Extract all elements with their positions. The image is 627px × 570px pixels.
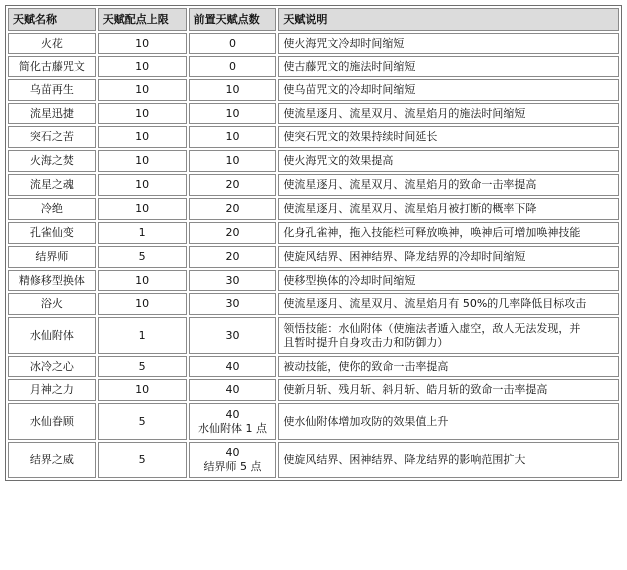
description-line: 领悟技能：水仙附体（使施法者遁入虚空，敌人无法发现，并 [283,321,581,335]
header-required-points: 前置天赋点数 [189,8,277,31]
max-points-cell: 5 [98,442,187,478]
talent-row [8,56,619,77]
talent-name-cell: 月神之力 [8,379,96,401]
max-points-cell: 10 [98,103,187,124]
talent-row [8,293,619,315]
required-points-cell [189,293,277,315]
max-points-cell: 1 [98,317,187,354]
required-points-value: 0 [228,36,236,50]
talent-row [8,222,619,244]
description-line: 使突石咒文的效果持续时间延长 [283,130,438,143]
required-points-value: 10 [225,130,240,143]
description-cell [278,246,619,268]
talent-row [8,246,619,268]
talent-row [8,150,619,172]
talent-name-cell: 乌苗再生 [8,79,96,101]
required-points-value: 30 [225,328,240,342]
description-line: 使古藤咒文的施法时间缩短 [283,59,416,73]
required-points-value: 10 [225,83,240,96]
required-points-cell [189,442,277,478]
max-points-cell: 10 [98,79,187,101]
talent-name-cell: 孔雀仙变 [8,222,96,244]
required-points-value: 40 [225,383,240,396]
talent-row [8,403,619,440]
description-cell [278,293,619,315]
description-cell [278,174,619,196]
description-line: 被动技能，使你的致命一击率提高 [283,359,449,373]
description-cell [278,222,619,244]
description-line: 化身孔雀神，拖入技能栏可释放唤神，唤神后可增加唤神技能 [283,226,581,239]
max-points-cell: 10 [98,198,187,220]
description-cell [278,150,619,172]
required-points-cell [189,150,277,172]
talent-table [5,5,622,481]
max-points-cell: 5 [98,403,187,440]
description-line: 使流星逐月、流星双月、流星焰月的致命一击率提高 [283,178,537,191]
header-max-points: 天赋配点上限 [98,8,187,31]
required-points-value: 40 [225,407,240,421]
talent-name-cell: 浴火 [8,293,96,315]
required-points-cell [189,79,277,101]
talent-row [8,270,619,291]
talent-table-body [8,33,619,478]
talent-name-cell: 突石之苦 [8,126,96,148]
description-line: 使火海咒文冷却时间缩短 [283,36,405,50]
description-line: 使水仙附体增加攻防的效果值上升 [283,414,449,428]
talent-name-cell: 精修移型换体 [8,270,96,291]
talent-row [8,356,619,377]
max-points-cell: 10 [98,379,187,401]
description-cell [278,442,619,478]
max-points-cell: 5 [98,356,187,377]
talent-row [8,174,619,196]
required-points-cell [189,246,277,268]
description-line: 使流星逐月、流星双月、流星焰月有 50%的几率降低目标攻击 [283,297,587,310]
talent-row [8,198,619,220]
required-points-value: 10 [225,154,240,167]
required-points-value: 20 [225,178,240,191]
talent-name-cell: 结界师 [8,246,96,268]
talent-name-cell: 冰冷之心 [8,356,96,377]
required-points-cell [189,317,277,354]
required-points-cell [189,56,277,77]
talent-row [8,126,619,148]
required-points-cell [189,222,277,244]
talent-name-cell: 冷绝 [8,198,96,220]
max-points-cell: 10 [98,293,187,315]
max-points-cell: 10 [98,33,187,54]
talent-name-cell: 水仙眷顾 [8,403,96,440]
description-cell [278,379,619,401]
description-line: 使流星逐月、流星双月、流星焰月被打断的概率下降 [283,202,537,215]
required-points-value: 20 [225,226,240,239]
required-points-cell [189,379,277,401]
max-points-cell: 10 [98,150,187,172]
description-line: 使火海咒文的效果提高 [283,154,394,167]
description-cell [278,126,619,148]
header-description: 天赋说明 [278,8,619,31]
talent-name-cell: 流星迅捷 [8,103,96,124]
description-cell [278,56,619,77]
required-points-value: 40 [225,446,240,459]
description-cell [278,33,619,54]
required-points-cell [189,270,277,291]
description-cell [278,198,619,220]
talent-table-container [5,5,622,481]
description-line: 使旋风结界、困神结界、降龙结界的影响范围扩大 [283,453,526,466]
required-points-value: 40 [225,359,240,373]
talent-name-cell: 结界之威 [8,442,96,478]
description-cell [278,356,619,377]
talent-name-cell: 火海之焚 [8,150,96,172]
required-points-cell [189,403,277,440]
max-points-cell: 10 [98,126,187,148]
required-points-cell [189,174,277,196]
required-points-cell [189,198,277,220]
description-line: 使移型换体的冷却时间缩短 [283,273,416,287]
required-points-cell [189,126,277,148]
max-points-cell: 5 [98,246,187,268]
talent-row [8,79,619,101]
talent-name-cell: 流星之魂 [8,174,96,196]
required-prerequisite: 结界师 5 点 [203,460,262,473]
talent-name-cell: 火花 [8,33,96,54]
talent-name-cell: 水仙附体 [8,317,96,354]
header-row [8,8,619,31]
description-line: 使乌苗咒文的冷却时间缩短 [283,83,416,96]
required-points-value: 30 [225,297,240,310]
required-points-value: 0 [228,59,236,73]
required-points-value: 10 [225,106,240,120]
required-points-cell [189,33,277,54]
required-points-value: 20 [225,250,240,263]
talent-row [8,33,619,54]
description-line: 使新月斩、残月斩、斜月斩、皓月斩的致命一击率提高 [283,383,548,396]
talent-row [8,317,619,354]
description-cell [278,103,619,124]
talent-row [8,379,619,401]
required-points-value: 30 [225,273,240,287]
description-cell [278,79,619,101]
description-cell [278,270,619,291]
max-points-cell: 10 [98,174,187,196]
required-prerequisite: 水仙附体 1 点 [197,421,267,435]
required-points-cell [189,356,277,377]
required-points-cell [189,103,277,124]
description-cell [278,317,619,354]
talent-row [8,442,619,478]
max-points-cell: 10 [98,270,187,291]
header-talent-name: 天赋名称 [8,8,96,31]
description-line: 使旋风结界、困神结界、降龙结界的冷却时间缩短 [283,250,526,263]
description-line: 使流星逐月、流星双月、流星焰月的施法时间缩短 [283,106,526,120]
description-line: 且暂时提升自身攻击力和防御力） [283,335,449,349]
talent-row [8,103,619,124]
description-cell [278,403,619,440]
talent-name-cell: 简化古藤咒文 [8,56,96,77]
max-points-cell: 1 [98,222,187,244]
max-points-cell: 10 [98,56,187,77]
required-points-value: 20 [225,202,240,215]
